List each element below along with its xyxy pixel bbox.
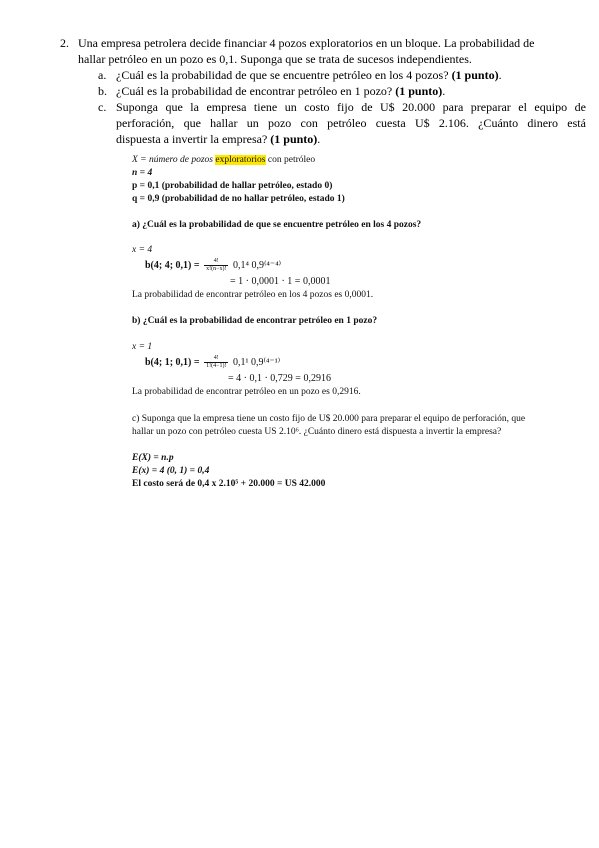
solution-a-fraction: $\frac{4!}{x!(n-x)!}$ [206, 258, 227, 272]
item-c-word: preparar [470, 100, 511, 114]
item-c-word: perforación, [116, 116, 175, 130]
question-intro-line1: Una empresa petrolera decide financiar 4 pozos exploratorios en un bloque. La probabilidad de [78, 36, 535, 50]
item-a-letter: a. [98, 68, 107, 82]
item-c-letter: c. [98, 100, 107, 114]
item-c-word: con [300, 116, 318, 130]
item-b: ¿Cuál es la probabilidad de encontrar petróleo en 1 pozo? (1 punto). [116, 84, 446, 98]
item-c-word: cuesta [375, 116, 406, 130]
item-c-word: pozo [267, 116, 292, 130]
item-c-word: ¿Cuánto [478, 116, 519, 130]
item-c-word: fijo [337, 100, 354, 114]
solution-a-x: x = 4 [132, 245, 153, 255]
solution-b-formula: b(4; 1; 0,1) = $\frac{4!}{1!(4-1)!}$ 0,1¹ 0,9⁽⁴⁻¹⁾ [145, 355, 281, 369]
solution-c-expectation: E(X) = n.p [132, 453, 174, 463]
item-c-word: un [284, 100, 297, 114]
item-c-word: 2.106. [438, 116, 469, 130]
item-c-word: equipo [534, 100, 568, 114]
item-a-text: ¿Cuál es la probabilidad de que se encuentre petróleo en los 4 pozos? [116, 68, 449, 82]
item-b-text: ¿Cuál es la probabilidad de encontrar petróleo en 1 pozo? [116, 84, 393, 98]
solution-b-fraction: $\frac{4!}{1!(4-1)!}$ [206, 355, 227, 369]
item-c-line3: dispuesta a invertir la empresa? (1 punto). [116, 132, 321, 146]
item-c-points: (1 punto) [270, 132, 318, 146]
question-intro-line2: hallar petróleo en un pozo es 0,1. Suponga que se trata de sucesos independientes. [78, 52, 472, 66]
solution-c-title-line2: hallar un pozo con petróleo cuesta US 2.10⁶. ¿Cuánto dinero está dispuesta a invertir la empresa? [132, 427, 502, 437]
solution-a-result: = 1 · 0,0001 · 1 = 0,0001 [230, 276, 331, 287]
solution-n: n = 4 [132, 168, 153, 178]
item-b-points: (1 punto) [395, 84, 443, 98]
solution-b-x: x = 1 [132, 342, 153, 352]
solution-q: q = 0,9 (probabilidad de no hallar petróleo, estado 1) [132, 194, 345, 204]
item-c-word: dinero [527, 116, 559, 130]
item-c-word: U$ [380, 100, 395, 114]
item-c-word: un [246, 116, 259, 130]
item-c-word: U$ [414, 116, 430, 130]
solution-a-conclusion: La probabilidad de encontrar petróleo en los 4 pozos es 0,0001. [132, 290, 374, 300]
solution-p: p = 0,1 (probabilidad de hallar petróleo, estado 0) [132, 181, 333, 191]
item-c-word: la [190, 100, 199, 114]
item-a: ¿Cuál es la probabilidad de que se encuentre petróleo en los 4 pozos? (1 punto). [116, 68, 502, 82]
item-c-word: que [183, 116, 201, 130]
item-c-line1 [116, 100, 586, 115]
item-c-word: Suponga [116, 100, 158, 114]
item-c-word: está [567, 116, 586, 130]
item-c-text: dispuesta a invertir la empresa? [116, 132, 268, 146]
highlighted-word: exploratorios [215, 155, 266, 165]
item-c-line2 [116, 116, 586, 131]
item-a-points: (1 punto) [451, 68, 499, 82]
solution-b-title: b) ¿Cuál es la probabilidad de encontrar petróleo en 1 pozo? [132, 316, 378, 326]
item-b-letter: b. [98, 84, 107, 98]
solution-def-x: X = número de pozos exploratorios con petróleo [132, 155, 316, 165]
question-number: 2. [60, 36, 69, 50]
item-c-word: que [165, 100, 183, 114]
solution-a-formula: b(4; 4; 0,1) = $\frac{4!}{x!(n-x)!}$ 0,1⁴ 0,9⁽⁴⁻⁴⁾ [145, 258, 282, 272]
item-c-word: de [574, 100, 586, 114]
item-c-word: costo [304, 100, 330, 114]
solution-c-expectation-value: E(x) = 4 (0, 1) = 0,4 [132, 466, 210, 476]
item-c-word: tiene [253, 100, 278, 114]
item-c-word: petróleo [327, 116, 367, 130]
solution-b-result: = 4 · 0,1 · 0,729 = 0,2916 [228, 373, 331, 384]
item-c-word: de [361, 100, 373, 114]
solution-c-title-line1: c) Suponga que la empresa tiene un costo fijo de U$ 20.000 para preparar el equipo de perforación, que [132, 414, 526, 424]
item-c-word: el [518, 100, 527, 114]
solution-a-title: a) ¿Cuál es la probabilidad de que se encuentre petróleo en los 4 pozos? [132, 220, 422, 230]
item-c-word: para [442, 100, 464, 114]
item-c-word: 20.000 [402, 100, 436, 114]
item-c-word: empresa [206, 100, 247, 114]
solution-b-conclusion: La probabilidad de encontrar petróleo en un pozo es 0,2916. [132, 387, 361, 397]
item-c-word: hallar [210, 116, 238, 130]
solution-c-cost: El costo será de 0,4 x 2.10⁵ + 20.000 = US 42.000 [132, 479, 326, 489]
